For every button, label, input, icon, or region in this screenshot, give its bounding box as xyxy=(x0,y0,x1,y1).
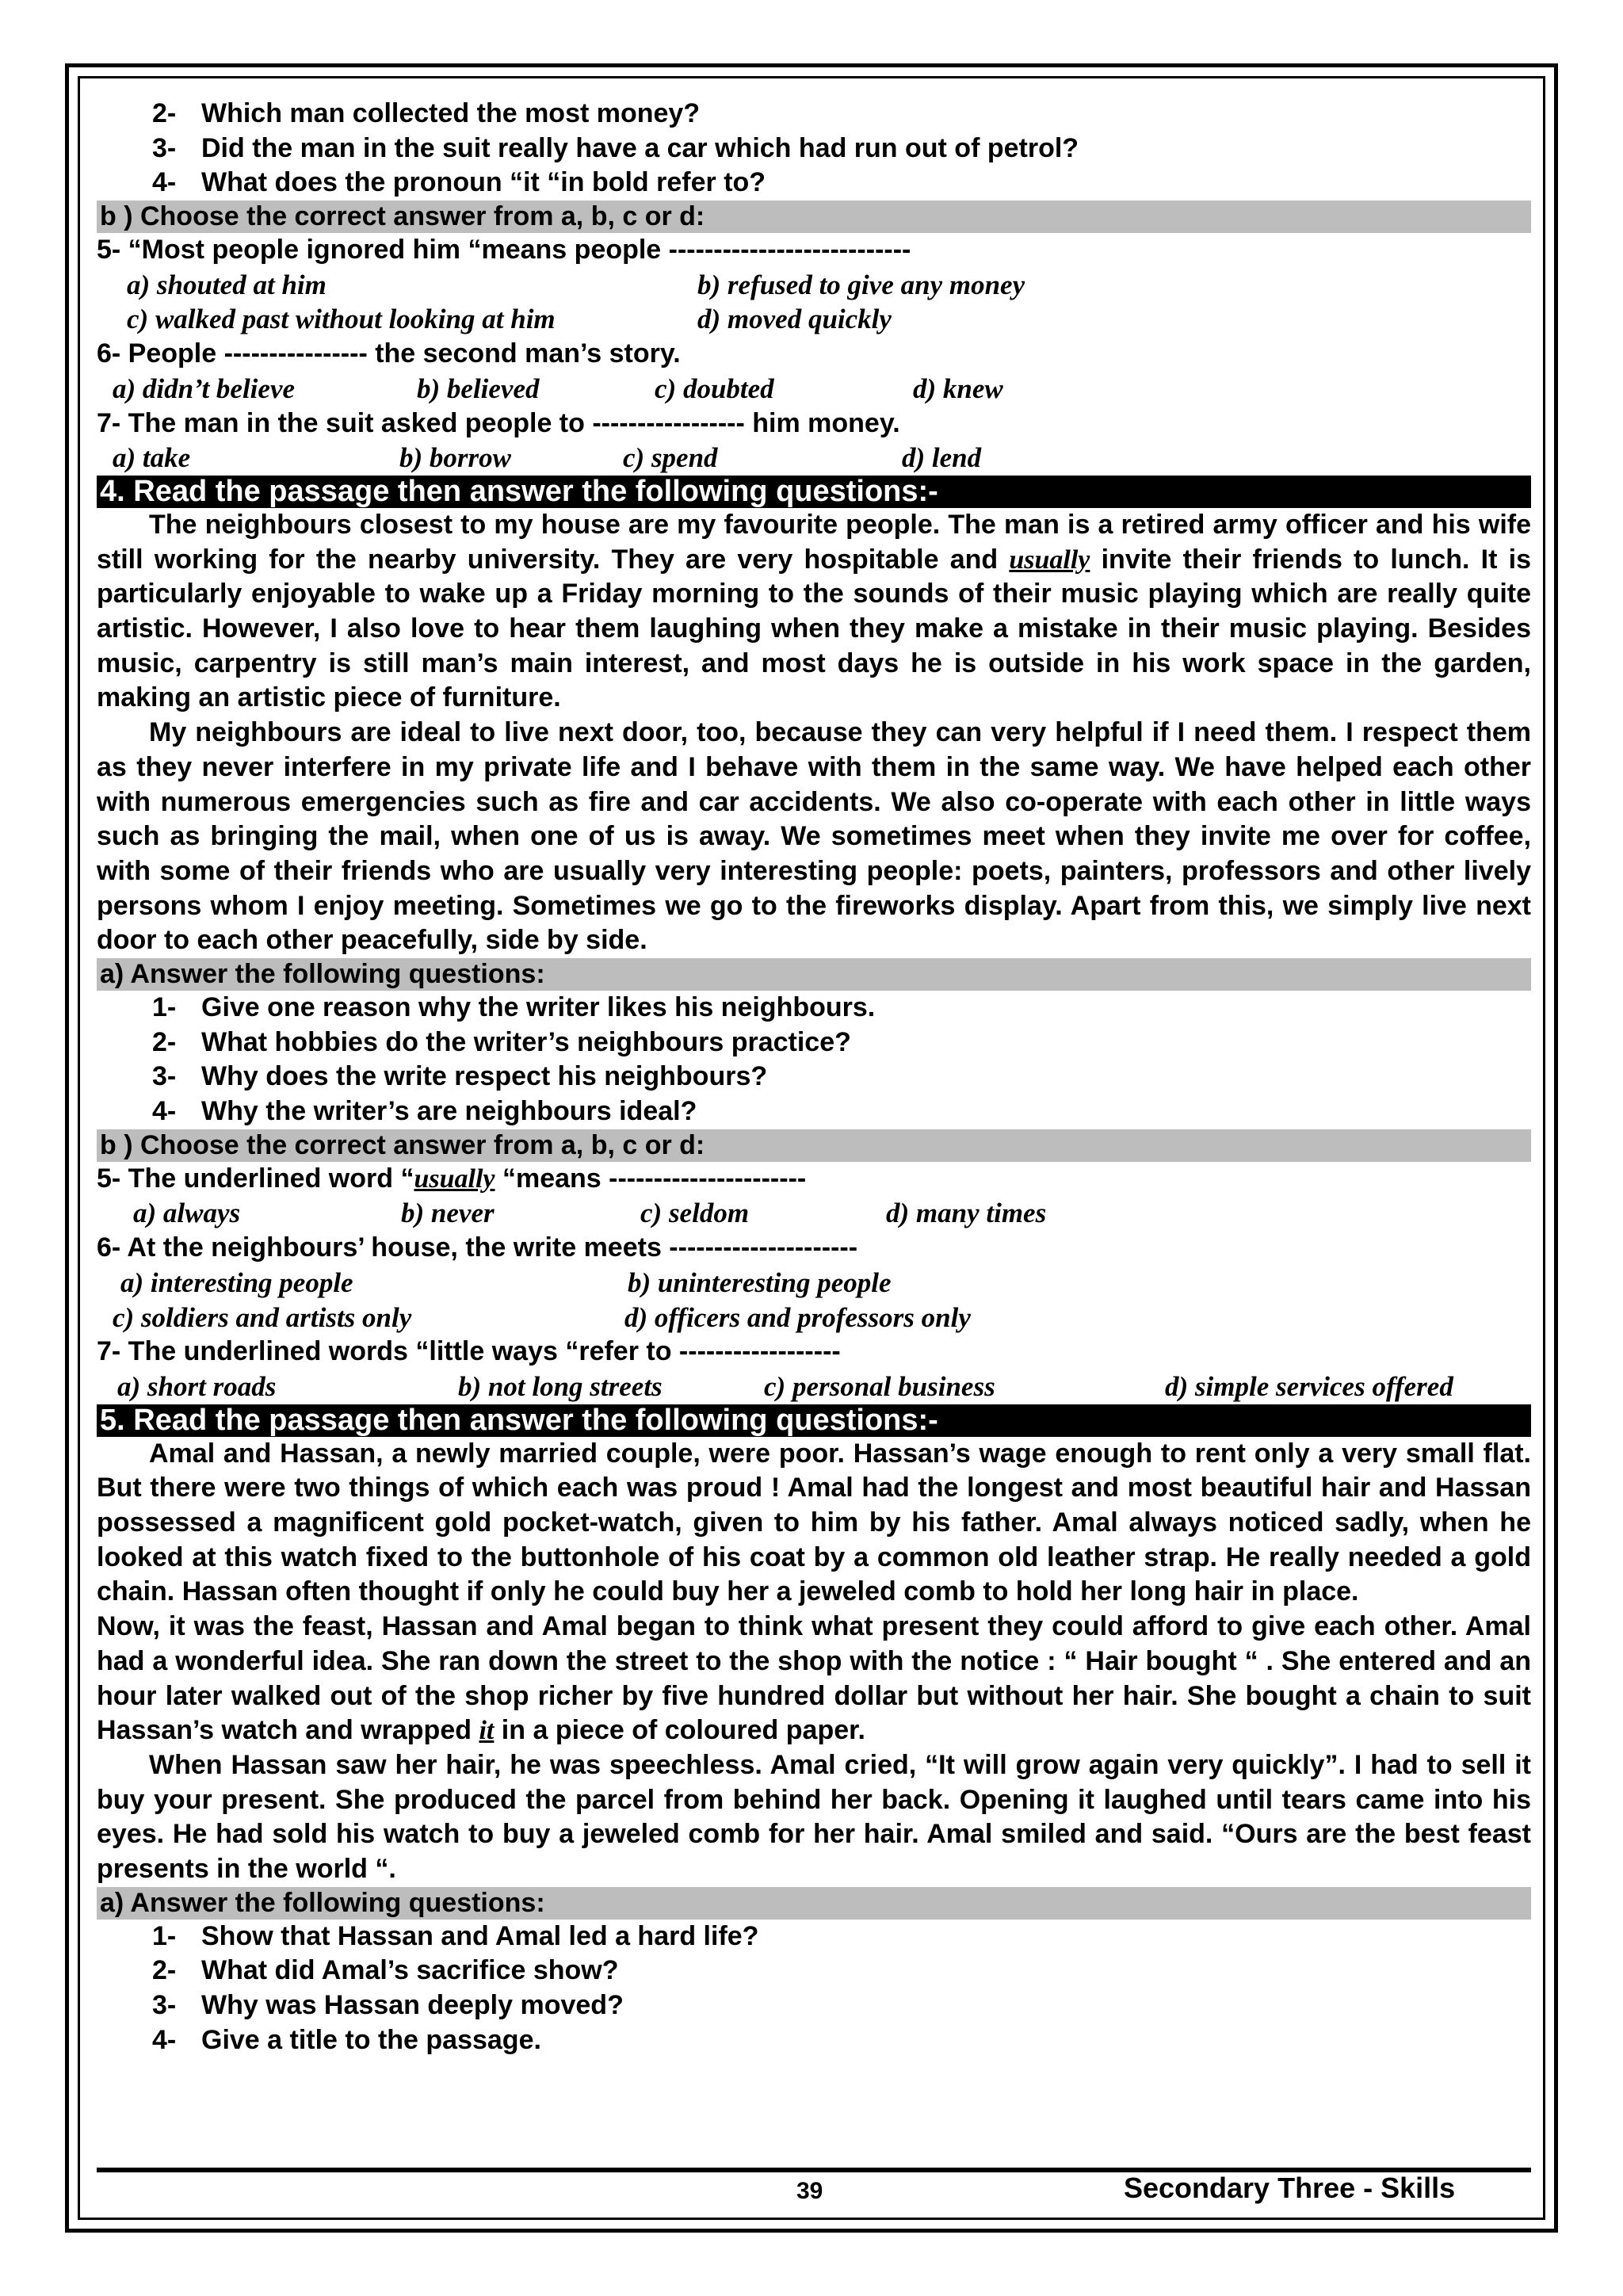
mcq-option: c) spend xyxy=(623,442,718,474)
mcq-options xyxy=(97,1301,1531,1335)
mcq-option: b) refused to give any money xyxy=(697,269,1025,300)
question-item: 4- Why the writer’s are neighbours ideal? xyxy=(152,1096,697,1127)
mcq-option: d) lend xyxy=(902,442,982,474)
passage-paragraph: Amal and Hassan, a newly married couple, were poor. Hassan’s wage enough to rent only a very small flat. But there were two things of which each was proud ! Amal had the longest and most beautiful hair and Hassan possessed a magnificent gold pocket-watch, given to him by his father. Amal always noticed sadly, when he looked at this watch fixed to the buttonhole of his coat by a common old leather strap. He really needed a gold chain. Hassan often thought if only he could buy her a jeweled comb to hold her long hair in place. xyxy=(97,1438,1531,1607)
mcq-option: c) doubted xyxy=(655,372,774,404)
passage-paragraph: Now, it was the feast, Hassan and Amal began to think what present they could afford to give each other. Amal had a wonderful idea. She ran down the street to the shop with the notice : “ Hair bought “ . She entered and an hour later walked out of the shop richer by five hundred dollar but without her hair. She bought a chain to suit Hassan’s watch and wrapped it in a piece of coloured paper. xyxy=(97,1611,1531,1746)
mcq-option: d) simple services offered xyxy=(1165,1370,1453,1402)
passage-paragraph: The neighbours closest to my house are my favourite people. The man is a retired army officer and his wife still working for the nearby university. They are very hospitable and usually invite their friends to lunch. It is particularly enjoyable to wake up a Friday morning to the sounds of their music playing which are really quite artistic. However, I also love to hear them laughing when they make a mistake in their music playing. Besides music, carpentry is still man’s main interest, and most days he is outside in his work space in the garden, making an artistic piece of furniture. xyxy=(97,509,1531,713)
mcq-option: d) moved quickly xyxy=(697,304,892,335)
question-item: 2- Which man collected the most money? xyxy=(152,98,701,128)
question-item: 4- What does the pronoun “it “in bold refer to? xyxy=(152,167,766,198)
mcq-options xyxy=(97,302,1531,337)
mcq-option: a) short roads xyxy=(117,1370,277,1402)
mcq-option: b) not long streets xyxy=(458,1370,663,1402)
mcq-options xyxy=(97,1370,1531,1404)
worksheet-content xyxy=(97,97,1531,2057)
mcq-stem: 6- At the neighbours’ house, the write meets --------------------- xyxy=(97,1232,858,1263)
mcq-option: a) interesting people xyxy=(120,1266,353,1298)
passage-paragraph: My neighbours are ideal to live next door, too, because they can very helpful if I need them. I respect them as they never interfere in my private life and I behave with them in the same way. We have helped each other with numerous emergencies such as fire and car accidents. We also co-operate with each other in little ways such as bringing the mail, when one of us is away. We sometimes meet when they invite me over for coffee, with some of their friends who are usually very interesting people: poets, painters, professors and other lively persons whom I enjoy meeting. Sometimes we go to the fireworks display. Apart from this, we simply live next door to each other peacefully, side by side. xyxy=(97,717,1531,956)
mcq-option: a) didn’t believe xyxy=(113,372,296,404)
subsection-heading-choose: b ) Choose the correct answer from a, b, c or d: xyxy=(97,201,1531,233)
book-title: Secondary Three - Skills xyxy=(1124,2172,1456,2204)
mcq-option: d) officers and professors only xyxy=(624,1301,971,1333)
question-item: 2- What did Amal’s sacrifice show? xyxy=(152,1955,619,1986)
underlined-word: usually xyxy=(414,1163,495,1194)
mcq-option: c) seldom xyxy=(640,1198,750,1229)
mcq-option: c) walked past without looking at him xyxy=(127,304,556,335)
underlined-word: it xyxy=(479,1716,495,1746)
question-item: 3- Did the man in the suit really have a car which had run out of petrol? xyxy=(152,132,1079,163)
mcq-option: b) never xyxy=(401,1198,495,1229)
question-item: 4- Give a title to the passage. xyxy=(152,2024,541,2055)
mcq-stem: 6- People ---------------- the second man’s story. xyxy=(97,338,681,369)
mcq-option: c) personal business xyxy=(764,1370,995,1402)
mcq-option: b) borrow xyxy=(399,442,511,474)
mcq-options xyxy=(97,1266,1531,1301)
mcq-stem: 7- The man in the suit asked people to ----------------- him money. xyxy=(97,407,900,438)
mcq-option: d) many times xyxy=(886,1198,1047,1229)
mcq-options xyxy=(97,372,1531,407)
question-item: 1- Give one reason why the writer likes his neighbours. xyxy=(152,992,876,1023)
mcq-stem: 5- The underlined word “usually “means ---------------------- xyxy=(97,1163,807,1194)
mcq-option: a) take xyxy=(113,442,191,474)
mcq-option: d) knew xyxy=(913,372,1003,404)
mcq-options xyxy=(97,268,1531,303)
mcq-stem: 5- “Most people ignored him “means people --------------------------- xyxy=(97,235,911,266)
question-item: 2- What hobbies do the writer’s neighbours practice? xyxy=(152,1026,851,1057)
section-heading-4: 4. Read the passage then answer the following questions:- xyxy=(97,476,1531,508)
mcq-option: a) always xyxy=(133,1198,241,1229)
mcq-options xyxy=(97,441,1531,476)
section-heading-5: 5. Read the passage then answer the following questions:- xyxy=(97,1404,1531,1437)
subsection-heading-answer: a) Answer the following questions: xyxy=(97,1887,1531,1920)
mcq-options xyxy=(97,1196,1531,1231)
mcq-option: a) shouted at him xyxy=(127,269,327,300)
passage-paragraph: When Hassan saw her hair, he was speechless. Amal cried, “It will grow again very quickly”. I had to sell it buy your present. She produced the parcel from behind her back. Opening it laughed until tears came into his eyes. He had sold his watch to buy a jeweled comb for her hair. Amal smiled and said. “Ours are the best feast presents in the world “. xyxy=(97,1749,1531,1885)
question-item: 1- Show that Hassan and Amal led a hard life? xyxy=(152,1920,759,1951)
mcq-option: b) uninteresting people xyxy=(628,1266,892,1298)
mcq-option: b) believed xyxy=(417,372,540,404)
underlined-word: usually xyxy=(1009,544,1090,575)
question-item: 3- Why was Hassan deeply moved? xyxy=(152,1990,624,2021)
mcq-option: c) soldiers and artists only xyxy=(113,1301,412,1333)
page-number: 39 xyxy=(796,2178,823,2204)
question-item: 3- Why does the write respect his neighbours? xyxy=(152,1061,768,1092)
subsection-heading-choose: b ) Choose the correct answer from a, b, c or d: xyxy=(97,1129,1531,1162)
mcq-stem: 7- The underlined words “little ways “refer to ------------------ xyxy=(97,1336,841,1367)
subsection-heading-answer: a) Answer the following questions: xyxy=(97,958,1531,991)
